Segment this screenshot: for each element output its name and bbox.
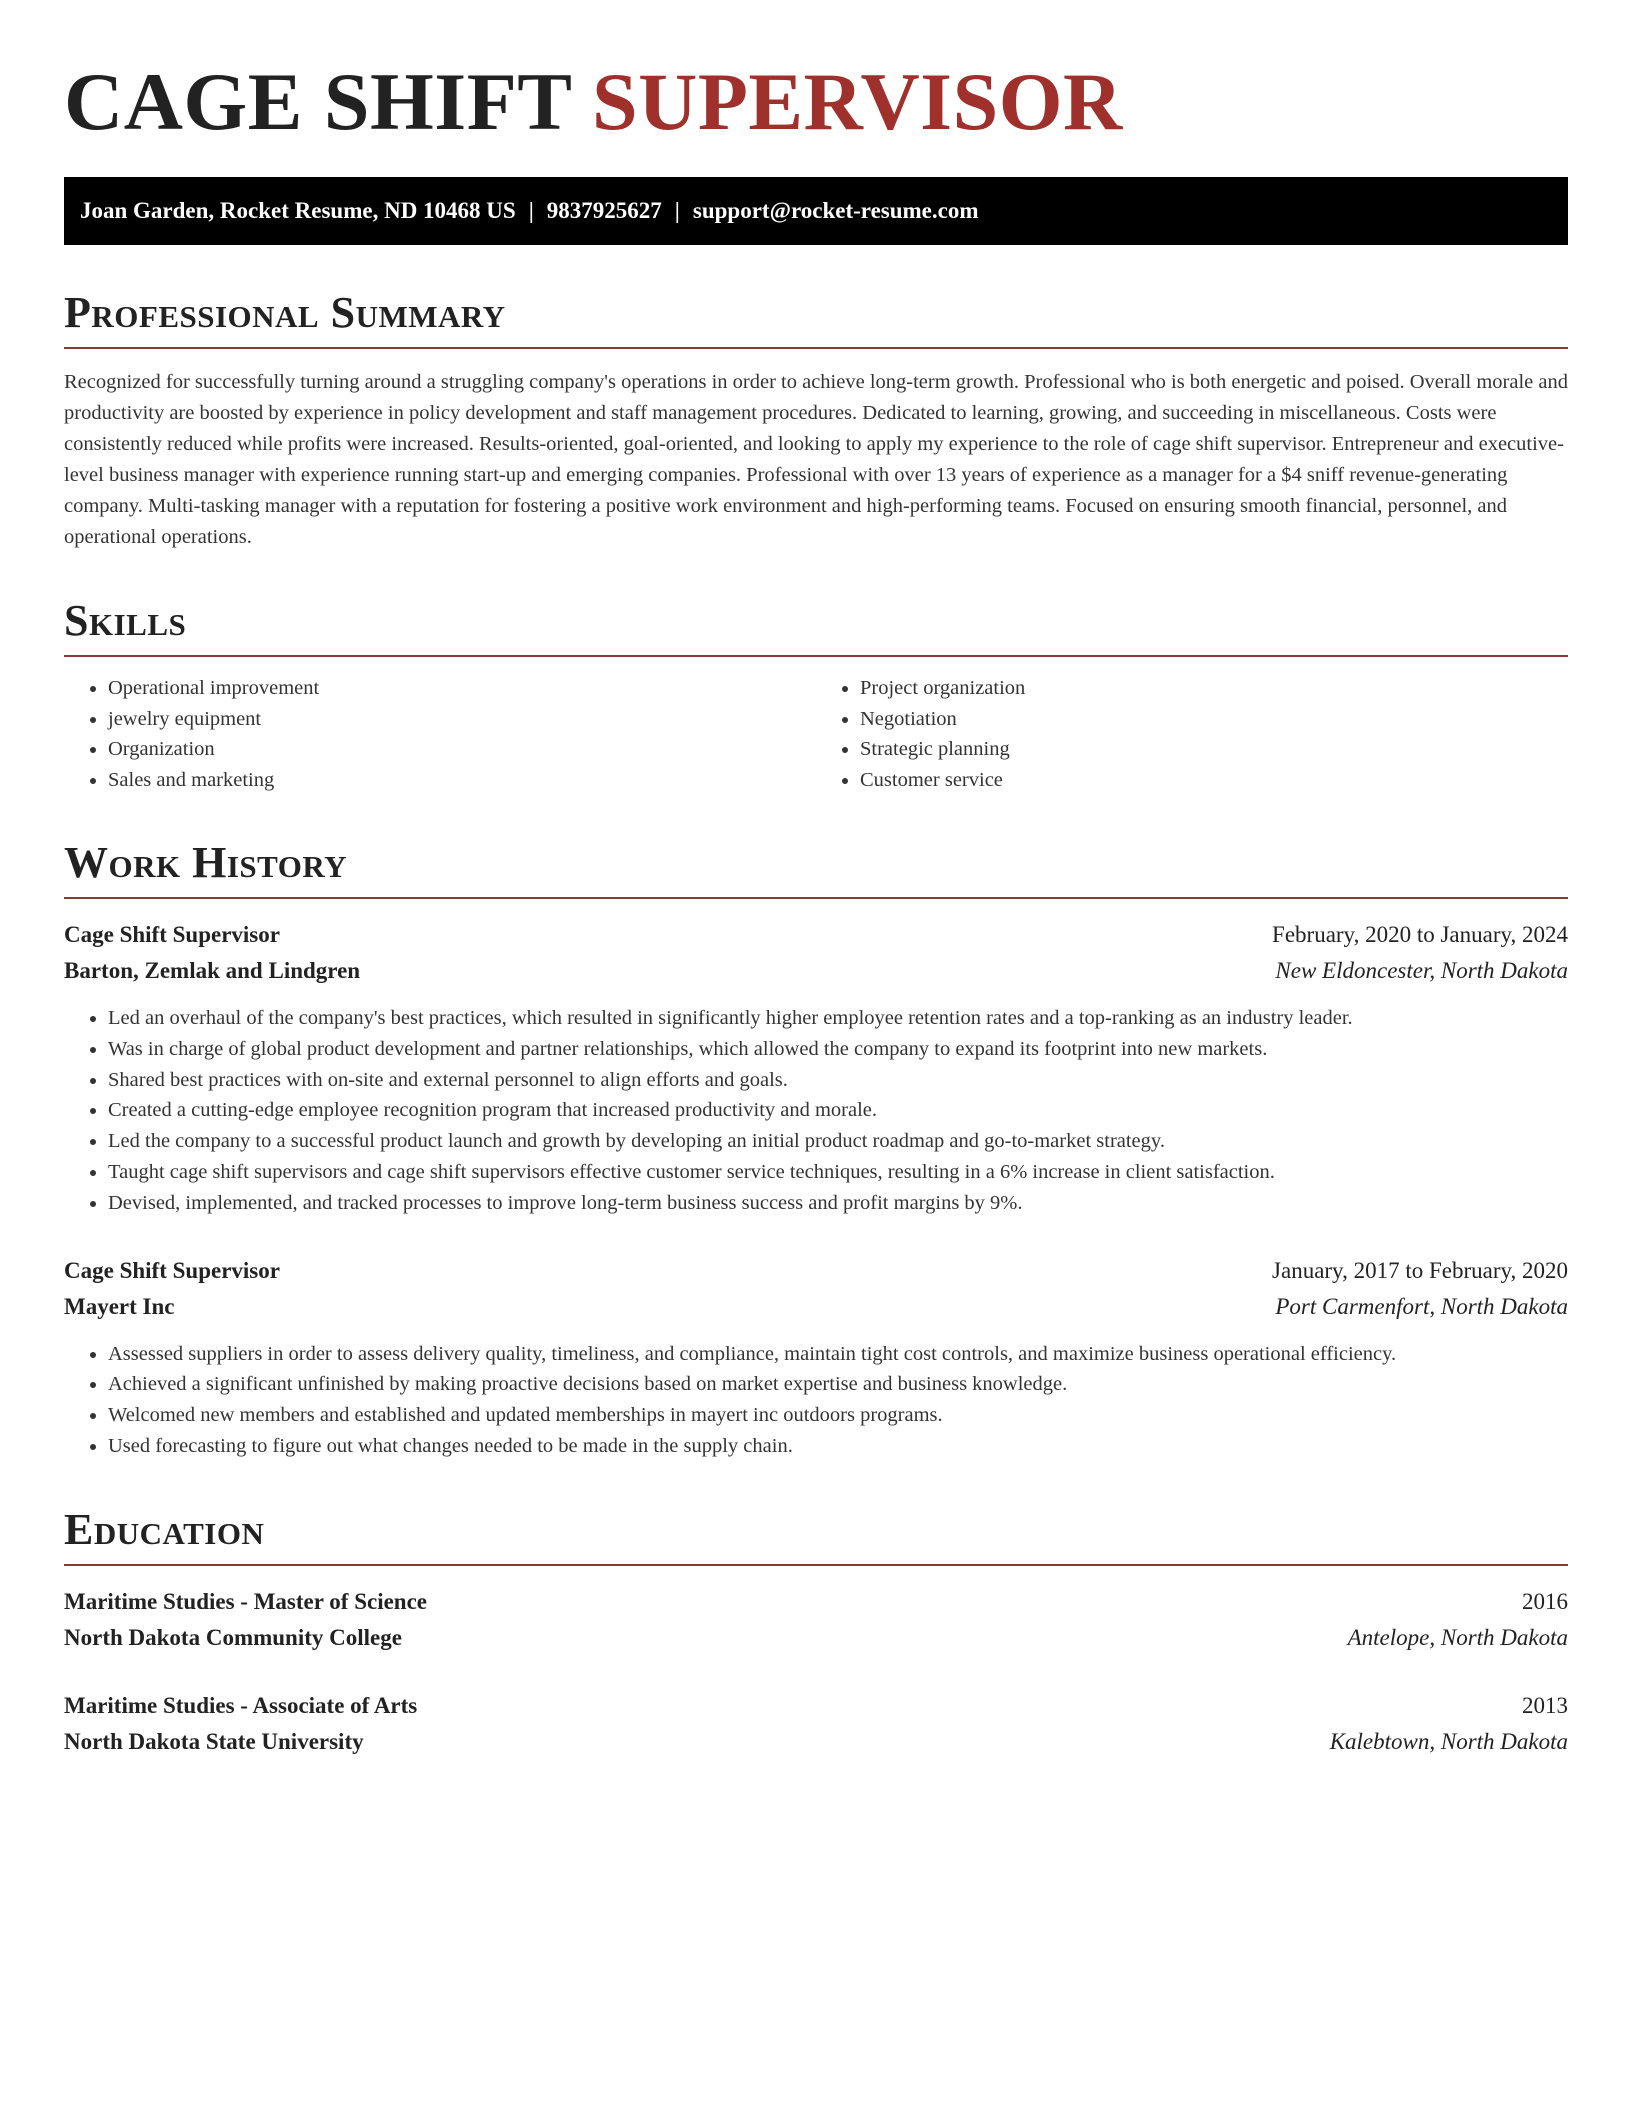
contact-address: Joan Garden, Rocket Resume, ND 10468 US bbox=[80, 198, 516, 223]
education-degree-row bbox=[64, 1584, 1568, 1620]
skill-item: • Operational improvement bbox=[108, 673, 816, 704]
job-dates: January, 2017 to February, 2020 bbox=[1272, 1257, 1568, 1283]
job-location: New Eldoncester, North Dakota bbox=[1275, 958, 1568, 983]
title-accent: SUPERVISOR bbox=[592, 56, 1123, 147]
skills-list bbox=[64, 673, 1568, 795]
skill-item: • Project organization bbox=[860, 673, 1568, 704]
education-degree: Maritime Studies - Master of Science bbox=[64, 1588, 428, 1614]
job-title: Cage Shift Supervisor bbox=[64, 1257, 280, 1283]
duty-item: • Shared best practices with on-site and external personnel to align efforts and goals. bbox=[108, 1065, 1568, 1096]
skill-item: • jewelry equipment bbox=[108, 704, 816, 735]
education-entry bbox=[64, 1584, 1568, 1656]
title-main: CAGE SHIFT bbox=[64, 56, 572, 147]
education-section bbox=[64, 1506, 1568, 1760]
summary-section bbox=[64, 289, 1568, 553]
job-dates: February, 2020 to January, 2024 bbox=[1272, 922, 1568, 947]
education-location: Kalebtown, North Dakota bbox=[1329, 1728, 1568, 1754]
job-company-row bbox=[64, 953, 1568, 989]
summary-text: Recognized for successfully turning around a struggling company's operations in order to achieve long-term growth. Professional who is both energetic and poised. Overall morale and productivity are boosted by experience in policy development and staff management procedures. Dedicated to learning, growing, and succeeding in miscellaneous. Costs were consistently reduced while profits were increased. Results-oriented, goal-oriented, and looking to apply my experience to the role of cage shift supervisor. Entrepreneur and executive-level business manager with experience running start-up and emerging companies. Professional with over 13 years of experience as a manager for a $4 sniff revenue-generating company. Multi-tasking manager with a reputation for fostering a positive work environment and high-performing teams. Focused on ensuring smooth financial, personnel, and operational operations. bbox=[64, 371, 1568, 548]
education-location: Antelope, North Dakota bbox=[1347, 1624, 1568, 1650]
skills-heading: Skills bbox=[64, 597, 1568, 657]
contact-bar bbox=[64, 177, 1568, 245]
job-entry bbox=[64, 917, 1568, 1219]
skill-item: • Organization bbox=[108, 734, 816, 765]
job-company: Barton, Zemlak and Lindgren bbox=[64, 958, 361, 983]
job-header-row bbox=[64, 1253, 1568, 1289]
education-school: North Dakota State University bbox=[64, 1728, 364, 1754]
education-year: 2016 bbox=[1522, 1588, 1568, 1614]
skills-column-left bbox=[64, 673, 816, 795]
job-duties bbox=[64, 1003, 1568, 1219]
duty-item: • Led the company to a successful product launch and growth by developing an initial product roadmap and go-to-market strategy. bbox=[108, 1126, 1568, 1157]
work-history-section bbox=[64, 839, 1568, 1462]
contact-separator: | bbox=[674, 198, 680, 223]
duty-item: • Taught cage shift supervisors and cage shift supervisors effective customer service techniques, resulting in a 6% increase in client satisfaction. bbox=[108, 1157, 1568, 1188]
skill-item: • Customer service bbox=[860, 765, 1568, 796]
job-company-row bbox=[64, 1289, 1568, 1325]
education-heading: Education bbox=[64, 1506, 1568, 1566]
contact-email[interactable]: support@rocket-resume.com bbox=[692, 198, 979, 223]
skill-item: • Negotiation bbox=[860, 704, 1568, 735]
education-degree: Maritime Studies - Associate of Arts bbox=[64, 1692, 418, 1718]
job-title: Cage Shift Supervisor bbox=[64, 922, 280, 947]
duty-item: • Led an overhaul of the company's best practices, which resulted in significantly higher employee retention rates and a top-ranking as an industry leader. bbox=[108, 1003, 1568, 1034]
duty-item: • Assessed suppliers in order to assess delivery quality, timeliness, and compliance, maintain tight cost controls, and maximize business operational efficiency. bbox=[108, 1339, 1568, 1370]
job-duties bbox=[64, 1339, 1568, 1462]
job-header-row bbox=[64, 917, 1568, 953]
contact-separator: | bbox=[528, 198, 534, 223]
duty-item: • Welcomed new members and established and updated memberships in mayert inc outdoors programs. bbox=[108, 1400, 1568, 1431]
education-school: North Dakota Community College bbox=[64, 1624, 402, 1650]
duty-item: • Devised, implemented, and tracked processes to improve long-term business success and profit margins by 9%. bbox=[108, 1188, 1568, 1219]
education-entry bbox=[64, 1688, 1568, 1760]
contact-phone: 9837925627 bbox=[546, 198, 662, 223]
duty-item: • Created a cutting-edge employee recognition program that increased productivity and morale. bbox=[108, 1095, 1568, 1126]
duty-item: • Achieved a significant unfinished by making proactive decisions based on market expertise and business knowledge. bbox=[108, 1369, 1568, 1400]
duty-item: • Used forecasting to figure out what changes needed to be made in the supply chain. bbox=[108, 1431, 1568, 1462]
summary-heading: Professional Summary bbox=[64, 289, 1568, 349]
job-entry bbox=[64, 1253, 1568, 1462]
job-company: Mayert Inc bbox=[64, 1293, 175, 1319]
education-year: 2013 bbox=[1522, 1692, 1568, 1718]
duty-item: • Was in charge of global product development and partner relationships, which allowed the company to expand its footprint into new markets. bbox=[108, 1034, 1568, 1065]
skill-item: • Sales and marketing bbox=[108, 765, 816, 796]
skills-section bbox=[64, 597, 1568, 795]
skills-column-right bbox=[816, 673, 1568, 795]
education-school-row bbox=[64, 1620, 1568, 1656]
work-history-heading: Work History bbox=[64, 839, 1568, 899]
education-degree-row bbox=[64, 1688, 1568, 1724]
education-school-row bbox=[64, 1724, 1568, 1760]
resume-title bbox=[64, 52, 1568, 152]
skill-item: • Strategic planning bbox=[860, 734, 1568, 765]
job-location: Port Carmenfort, North Dakota bbox=[1275, 1293, 1568, 1319]
